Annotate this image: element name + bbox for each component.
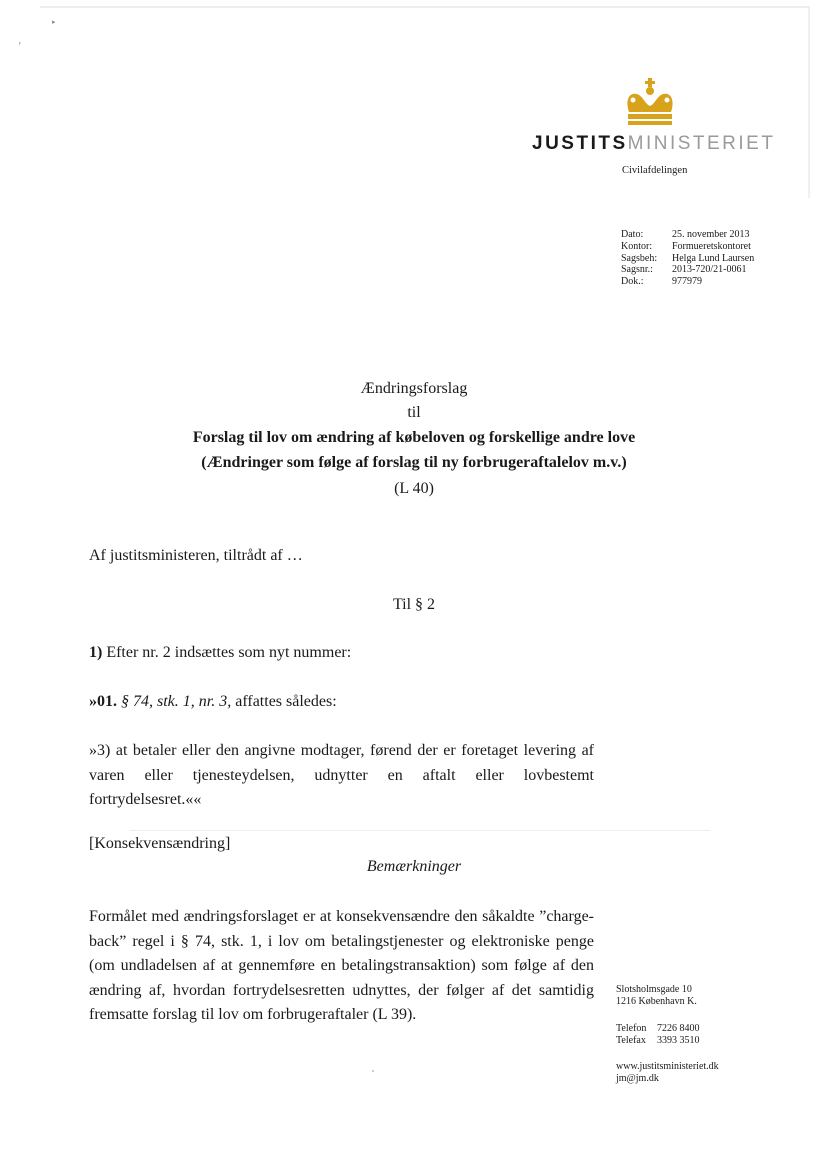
amendment-text: affattes således: xyxy=(231,693,337,710)
remarks-paragraph: Formålet med ændringsforslaget er at konsekvensændre den såkaldte ”charge-back” regel i § 74, stk. 1, i lov om betalingstjenester og elektroniske penge (om undladelsen af at gennemføre en betalingstransaktion) som følge af den ændring af, hvordan fortrydelsesretten udnyttes, der følger af det samtidig fremsatte forslag til lov om forbrugeraftaler (L 39). xyxy=(89,908,594,1023)
phone-block xyxy=(616,1023,700,1047)
fax-label: Telefax xyxy=(616,1035,646,1046)
amendment-number: 1) xyxy=(89,644,103,661)
bill-number: (L 40) xyxy=(394,480,434,497)
meta-value: 25. november 2013 xyxy=(672,229,750,240)
online-block xyxy=(616,1061,719,1085)
meta-label: Sagsnr.: xyxy=(621,264,653,276)
section-heading: Til § 2 xyxy=(392,596,436,613)
scan-speck xyxy=(372,1070,374,1072)
ministry-name-bold: JUSTITS xyxy=(532,133,628,154)
amendment-2 xyxy=(89,690,594,715)
meta-label: Dok.: xyxy=(621,276,644,288)
scan-edge-top xyxy=(40,6,810,8)
scan-edge-right xyxy=(808,8,810,198)
divider xyxy=(130,830,710,831)
meta-value: Formueretskontoret xyxy=(672,240,751,252)
fax-number: 3393 3510 xyxy=(657,1035,700,1046)
address-block xyxy=(616,984,697,1008)
department-name: Civilafdelingen xyxy=(622,165,688,176)
website-link[interactable]: www.justitsministeriet.dk xyxy=(616,1061,719,1072)
meta-value: Helga Lund Laursen xyxy=(672,252,755,264)
remarks-heading: Bemærkninger xyxy=(366,858,462,875)
scan-dot: ▸ xyxy=(52,18,56,26)
phone-number: 7226 8400 xyxy=(657,1023,700,1034)
scan-mark: ’ xyxy=(18,40,22,53)
meta-value: 2013-720/21-0061 xyxy=(672,264,747,276)
meta-value: 977979 xyxy=(672,276,702,288)
amendment-wording: »3) at betaler eller den angivne modtager, førend der er foretaget levering af varen eller tjenesteydelsen, udnytter en aftalt eller lovbestemt fortrydelsesret.«« xyxy=(89,742,594,808)
title-amendment: Ændringsforslag xyxy=(360,380,468,397)
meta-row-office xyxy=(621,241,754,253)
document-metadata xyxy=(621,229,754,288)
amendment-number: »01. xyxy=(89,693,117,710)
title-connector: til xyxy=(407,404,421,421)
meta-row-date xyxy=(621,229,754,241)
amendment-text: Efter nr. 2 indsættes som nyt nummer: xyxy=(102,644,352,661)
consequential-note: [Konsekvensændring] xyxy=(89,835,231,852)
ministry-name xyxy=(532,133,775,155)
meta-row-caseworker xyxy=(621,253,754,265)
street-address: Slotsholmsgade 10 xyxy=(616,984,692,995)
bill-title: Forslag til lov om ændring af købeloven og forskellige andre love xyxy=(192,429,636,446)
meta-label: Kontor: xyxy=(621,240,653,252)
meta-label: Sagsbeh: xyxy=(621,252,658,264)
email-link[interactable]: jm@jm.dk xyxy=(616,1073,659,1084)
meta-row-case-number xyxy=(621,264,754,276)
meta-row-document xyxy=(621,276,754,288)
bill-subtitle: (Ændringer som følge af forslag til ny forbrugeraftalelov m.v.) xyxy=(201,454,627,471)
legal-reference: § 74, stk. 1, nr. 3, xyxy=(117,693,232,710)
fax-row xyxy=(616,1035,700,1047)
proposer-line: Af justitsministeren, tiltrådt af … xyxy=(89,547,303,564)
phone-row xyxy=(616,1023,700,1035)
city-address: 1216 København K. xyxy=(616,996,697,1007)
phone-label: Telefon xyxy=(616,1023,647,1034)
ministry-name-light: MINISTERIET xyxy=(627,133,776,154)
amendment-1 xyxy=(89,641,594,666)
crown-icon xyxy=(623,78,677,126)
meta-label: Dato: xyxy=(621,229,644,240)
